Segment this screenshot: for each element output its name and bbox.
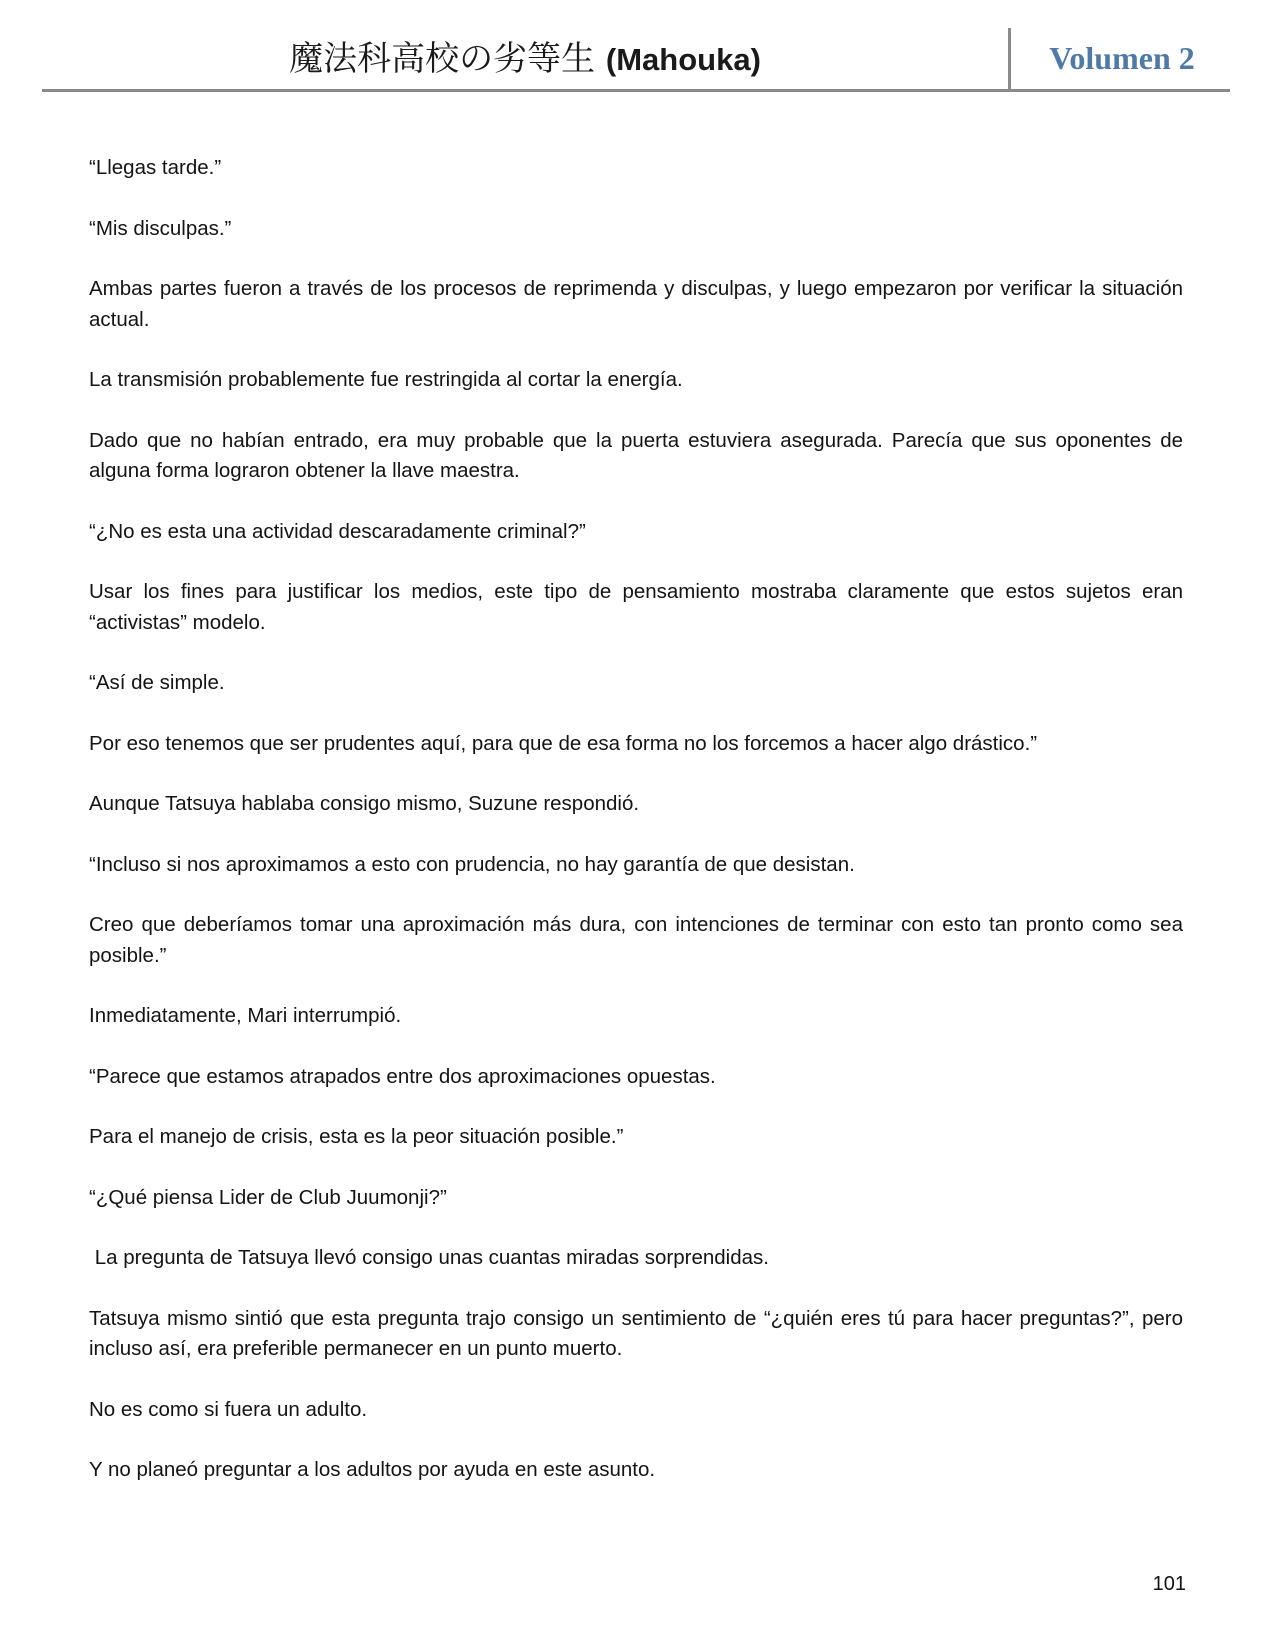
paragraph: “Llegas tarde.”: [89, 156, 222, 179]
paragraph: “Así de simple.: [89, 671, 225, 694]
paragraph: Y no planeó preguntar a los adultos por ayuda en este asunto.: [89, 1458, 656, 1481]
header-divider: [1008, 28, 1011, 90]
paragraph: “Mis disculpas.”: [89, 216, 232, 240]
paragraph: Creo que deberíamos tomar una aproximación más dura, con intenciones de terminar con esto tan pronto como sea posible.”: [89, 913, 1183, 967]
paragraph: “¿Qué piensa Lider de Club Juumonji?”: [89, 1185, 447, 1209]
paragraph: “Incluso si nos aproximamos a esto con prudencia, no hay garantía de que desistan.: [89, 852, 855, 876]
paragraph: Ambas partes fueron a través de los procesos de reprimenda y disculpas, y luego empezaron por verificar la situación actual.: [89, 277, 1183, 331]
paragraph: Por eso tenemos que ser prudentes aquí, para que de esa forma no los forcemos a hacer algo drástico.”: [89, 731, 1038, 755]
paragraph: La pregunta de Tatsuya llevó consigo unas cuantas miradas sorprendidas.: [89, 1246, 769, 1269]
paragraph: Tatsuya mismo sintió que esta pregunta trajo consigo un sentimiento de “¿quién eres tú para hacer preguntas?”, pero incluso así, era preferible permanecer en un punto muerto.: [89, 1306, 1183, 1360]
book-title-latin: (Mahouka): [605, 42, 761, 77]
paragraph: “Parece que estamos atrapados entre dos aproximaciones opuestas.: [89, 1064, 716, 1088]
page-body: [89, 153, 1183, 1516]
paragraph: “¿No es esta una actividad descaradamente criminal?”: [89, 519, 586, 543]
paragraph: Para el manejo de crisis, esta es la peor situación posible.”: [89, 1125, 624, 1148]
header-rule: [42, 89, 1230, 92]
book-title-japanese: 魔法科高校の劣等生: [289, 39, 596, 79]
book-title: [42, 38, 1008, 81]
page-number: 101: [1152, 1573, 1186, 1595]
volume-label: Volumen 2: [1049, 40, 1195, 76]
paragraph: Dado que no habían entrado, era muy probable que la puerta estuviera asegurada. Parecía que sus oponentes de alguna forma lograron obtener la llave maestra.: [89, 428, 1183, 482]
paragraph: La transmisión probablemente fue restringida al cortar la energía.: [89, 368, 683, 391]
page-header: [42, 28, 1230, 90]
paragraph: Usar los fines para justificar los medios, este tipo de pensamiento mostraba claramente que estos sujetos eran “activistas” modelo.: [89, 580, 1183, 634]
paragraph: No es como si fuera un adulto.: [89, 1397, 368, 1421]
paragraph: Inmediatamente, Mari interrumpió.: [89, 1004, 402, 1027]
paragraph: Aunque Tatsuya hablaba consigo mismo, Suzune respondió.: [89, 792, 640, 815]
